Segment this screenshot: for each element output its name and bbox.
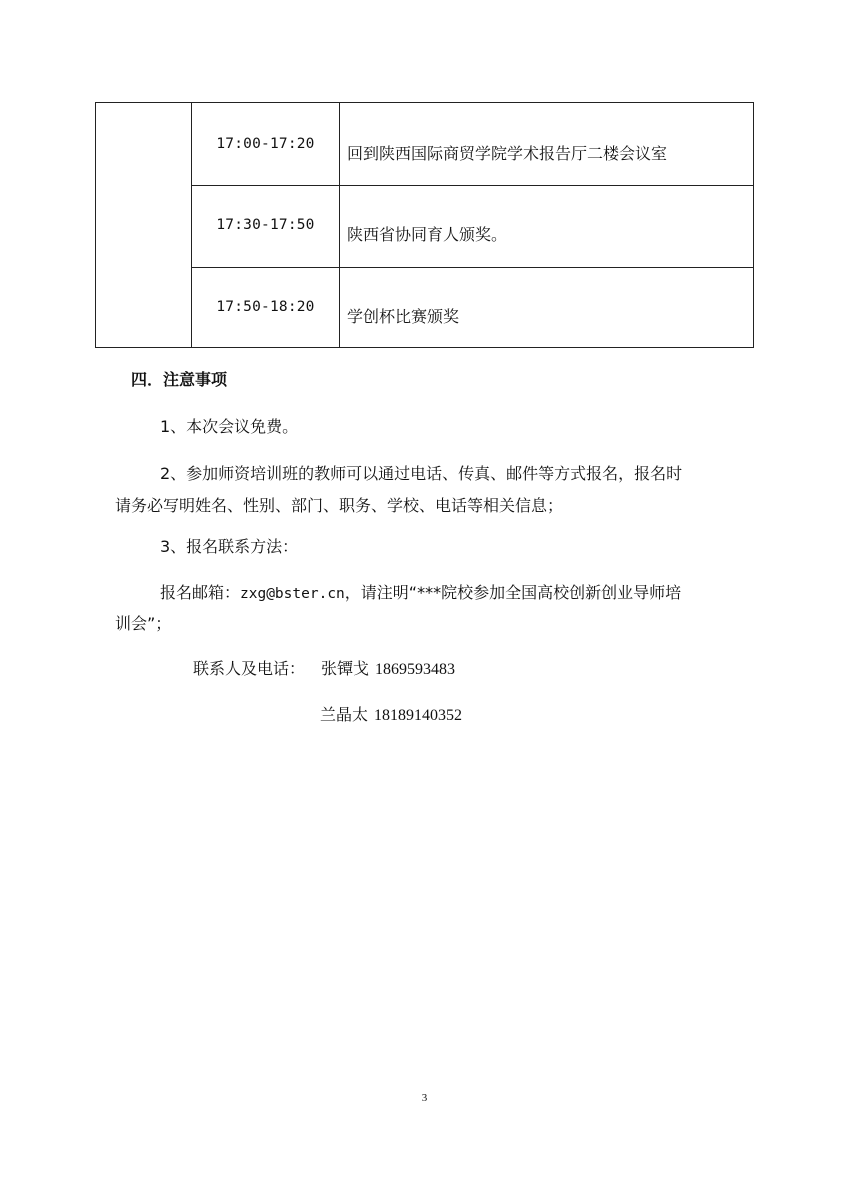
note-item-2-line-2: 请务必写明姓名、性别、部门、职务、学校、电话等相关信息； <box>115 496 564 515</box>
contact-line-1 <box>193 656 455 679</box>
section-heading: 四．注意事项 <box>131 370 228 389</box>
contact-phone: 1869593483 <box>375 661 456 678</box>
email-note-continued: 训会”； <box>115 614 172 633</box>
schedule-table <box>95 102 754 348</box>
email-label: 报名邮箱： <box>160 583 241 602</box>
table-row-divider <box>191 267 753 268</box>
contact-line-2 <box>320 702 462 725</box>
schedule-description-cell: 回到陕西国际商贸学院学术报告厅二楼会议室 <box>347 144 668 163</box>
email-line <box>160 580 681 603</box>
note-item-2-line-1: 2、参加师资培训班的教师可以通过电话、传真、邮件等方式报名，报名时 <box>160 464 683 483</box>
schedule-time-cell: 17:00-17:20 <box>216 136 315 152</box>
table-column-divider <box>339 103 340 347</box>
table-row-divider <box>191 185 753 186</box>
email-note: ，请注明“***院校参加全国高校创新创业导师培 <box>344 583 682 602</box>
contact-name: 张镡戈 <box>321 659 370 678</box>
schedule-description-cell: 陕西省协同育人颁奖。 <box>347 225 508 244</box>
contact-label: 联系人及电话： <box>193 659 306 678</box>
schedule-description-cell: 学创杯比赛颁奖 <box>347 307 460 326</box>
contact-name: 兰晶太 <box>320 705 369 724</box>
note-item-1: 1、本次会议免费。 <box>160 417 299 436</box>
schedule-time-cell: 17:30-17:50 <box>216 217 315 233</box>
email-address: zxg@bster.cn <box>240 586 345 602</box>
schedule-time-cell: 17:50-18:20 <box>216 299 315 315</box>
contact-phone: 18189140352 <box>374 707 463 724</box>
page-number: 3 <box>421 1092 428 1104</box>
note-item-3: 3、报名联系方法： <box>160 537 299 556</box>
